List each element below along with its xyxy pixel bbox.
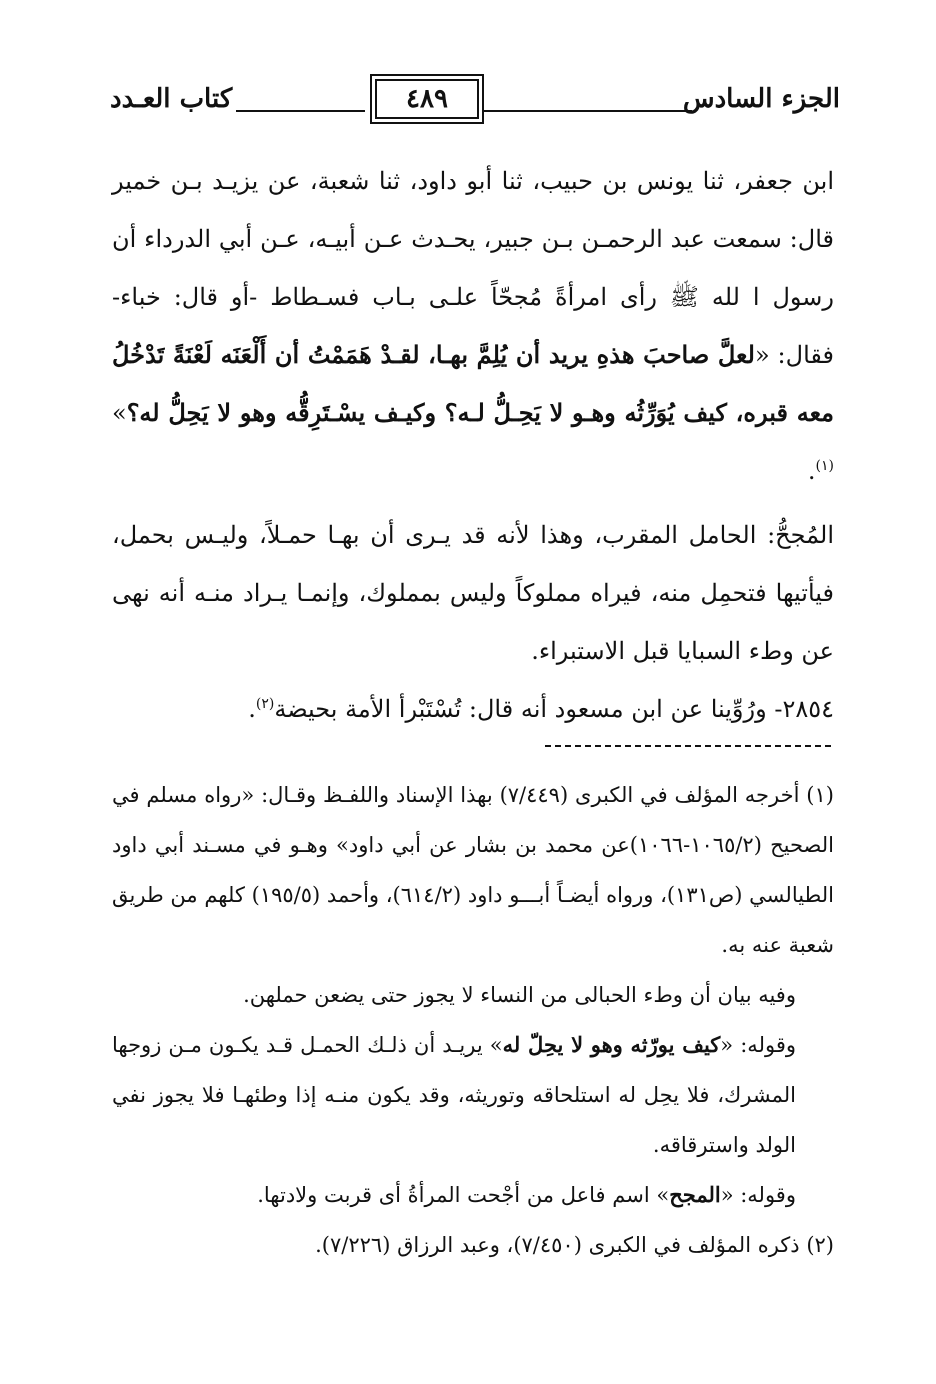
quoted-word: المجح xyxy=(669,1182,721,1207)
hadith-2854-text: ٢٨٥٤- ورُوِّينا عن ابن مسعود أنه قال: تُسْتَبْرأ الأمة بحيضة xyxy=(274,695,834,723)
main-text xyxy=(112,152,834,738)
hadith-narration: ابن جعفر، ثنا يونس بن حبيب، ثنا أبو داود، ثنا شعبة، عن يزيـد بـن خمير قال: سمعت عبد الرحمـن بـن جبير، يحـدث عـن أبيـه، عـن أبي الدرداء أن رسول ا لله ﷺ رأى امرأةً مُجحّاً علـى بـاب فسـطاط -أو قال: خباء- فقال: « xyxy=(112,167,835,369)
volume-title: الجزء السادس xyxy=(682,84,840,114)
hadith-quote: لعلَّ صاحبَ هذهِ يريد أن يُلِمَّ بهـا، لقـدْ هَمَمْتُ أن أَلْعَنَه لَعْنَةً تَدْخُلُ معه قبره، كيف يُوَرِّثُه وهـو لا يَحِـلُّ لـه؟ وكيـف يسْـتَرِقُّه وهو لا يَحِلُّ له؟ xyxy=(112,340,834,427)
footnote-ref-1: (١) xyxy=(815,458,834,474)
page-header xyxy=(100,70,840,130)
period: . xyxy=(807,457,816,485)
period: . xyxy=(248,695,256,723)
header-rule-left xyxy=(236,110,365,112)
footnote-1-note-a: وفيه بيان أن وطء الحبالى من النساء لا يجوز حتى يضعن حملهن. xyxy=(243,983,796,1007)
paragraph-explanation: المُجحُّ: الحامل المقرب، وهذا لأنه قد يـرى أن بهـا حمـلاً، وليـس بحمل، فيأتيها فتحمِل منه، فيراه مملوكاً وليس بمملوك، وإنمـا يـراد منـه أنه نهى عن وطء السبايا قبل الاستبراء. xyxy=(112,521,834,665)
header-rule-right xyxy=(482,110,692,112)
page-number: ٤٨٩ xyxy=(406,84,448,114)
footnote-ref-2: (٢) xyxy=(255,696,275,712)
footnote-1-note-c xyxy=(112,1170,834,1220)
quote-open: وقوله: « xyxy=(720,1033,796,1057)
footnote-2: (٢) ذكره المؤلف في الكبرى (٧/٤٥٠)، وعبد الرزاق (٧/٢٢٦). xyxy=(315,1233,834,1257)
explanation: » يريـد أن ذلـك الحمـل قـد يكـون مـن زوجها المشرك، فلا يحِل له استلحاقه وتوريثه، وقد يكون منـه إذا وطئهـا فلا يجوز نفي الولد واسترقاقه. xyxy=(112,1033,796,1157)
explanation: » اسم فاعل من أجْحت المرأةُ أى قربت ولادتها. xyxy=(257,1183,670,1207)
footnotes xyxy=(112,770,834,1270)
quoted-phrase: كيف يورّثه وهو لا يحِلّ له xyxy=(502,1032,721,1057)
footnote-1-note-b xyxy=(112,1020,834,1170)
quote-close: » xyxy=(112,399,127,427)
page-number-box xyxy=(370,74,484,124)
footnote-separator xyxy=(545,745,831,747)
quote-open: وقوله: « xyxy=(720,1183,796,1207)
hadith-2854 xyxy=(112,680,834,738)
paragraph-hadith-text xyxy=(112,152,834,500)
footnote-1: (١) أخرجه المؤلف في الكبرى (٧/٤٤٩) بهذا الإسناد واللفـظ وقـال: «رواه مسلم في الصحيح (١٠٦٥/٢-١٠٦٦)عن محمد بن بشار عن أبي داود» وهـو في مسـند أبي داود الطيالسي (ص١٣١)، ورواه أيضـاً أبـــو داود (٦١٤/٢)، وأحمد (١٩٥/٥) كلهم من طريق شعبة عنه به. xyxy=(112,783,835,957)
book-title: كتاب العـدد xyxy=(110,84,233,114)
